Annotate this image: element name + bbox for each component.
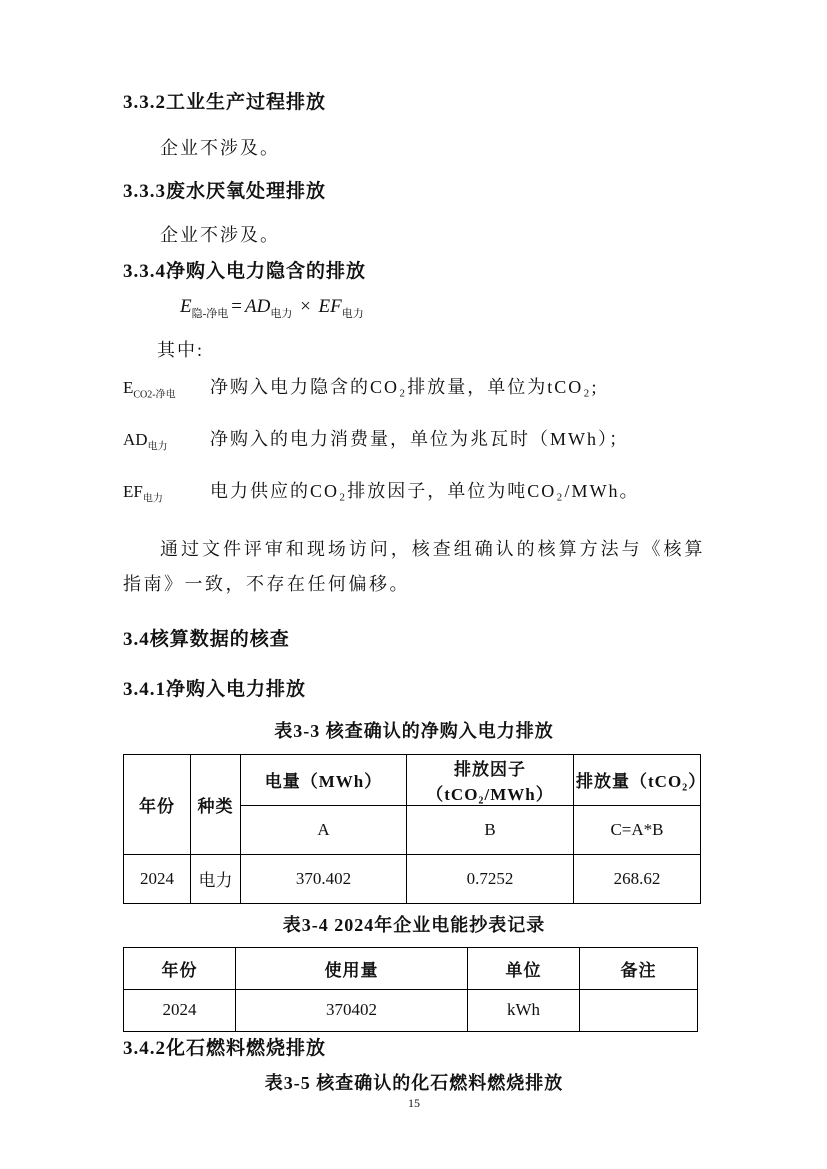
- col-header-unit: 单位: [468, 947, 580, 989]
- col-header-usage: 使用量: [236, 947, 468, 989]
- formula-sub-ad: 电力: [270, 307, 293, 320]
- formula-var-ef: EF: [318, 296, 342, 317]
- heading-3-4: 3.4核算数据的核查: [123, 628, 290, 650]
- cell-usage: 370402: [236, 989, 468, 1031]
- table-3-4-meter-reading: [123, 947, 698, 1032]
- where-label: 其中:: [157, 339, 205, 360]
- table-row: [124, 754, 701, 805]
- definition-desc-ad: 净购入的电力消费量，单位为兆瓦时（MWh）；: [210, 429, 629, 450]
- subheader-b: B: [407, 805, 574, 854]
- table-3-5-caption: 表3-5 核查确认的化石燃料燃烧排放: [264, 1072, 564, 1093]
- col-header-year: 年份: [124, 754, 191, 854]
- definition-term-ef: $EF_{电力}$: [123, 481, 163, 504]
- heading-3-3-3: 3.3.3废水厌氧处理排放: [123, 181, 327, 202]
- cell-year: 2024: [124, 854, 191, 903]
- definition-term-ad: $AD_{电力}$: [123, 430, 168, 453]
- cell-type: 电力: [191, 854, 241, 903]
- multiply-sign: ×: [300, 296, 311, 317]
- table-row: [124, 989, 698, 1031]
- cell-year: 2024: [124, 989, 236, 1031]
- formula-sub-ef: 电力: [341, 307, 364, 320]
- table-3-3-net-purchased-electricity: [123, 754, 707, 904]
- subheader-a: A: [241, 805, 407, 854]
- cell-electricity: 370.402: [241, 854, 407, 903]
- col-header-factor: 排放因子（tCO₂/MWh）: [407, 754, 574, 805]
- table-row: [124, 854, 701, 903]
- formula-sub-e: 隐-净电: [191, 307, 229, 320]
- table-3-3-caption: 表3-3 核查确认的净购入电力排放: [274, 720, 554, 741]
- heading-3-3-2: 3.3.2工业生产过程排放: [123, 92, 327, 113]
- col-header-remark: 备注: [580, 947, 698, 989]
- page-number: 15: [408, 1095, 420, 1110]
- formula-net-purchased-electricity: [180, 296, 705, 325]
- col-header-electricity: 电量（MWh）: [241, 754, 407, 805]
- col-header-emission: 排放量（tCO₂）: [574, 754, 701, 805]
- paragraph-not-involved-2: 企业不涉及。: [160, 225, 280, 245]
- heading-3-3-4: 3.3.4净购入电力隐含的排放: [123, 261, 367, 282]
- cell-emission: 268.62: [574, 854, 701, 903]
- definition-row-e: [123, 375, 705, 407]
- col-header-type: 种类: [191, 754, 241, 854]
- subheader-c: C=A*B: [574, 805, 701, 854]
- paragraph-not-involved-1: 企业不涉及。: [160, 138, 280, 158]
- cell-unit: kWh: [468, 989, 580, 1031]
- cell-remark: [580, 989, 698, 1031]
- definition-desc-e: 净购入电力隐含的CO₂排放量，单位为tCO₂;: [210, 376, 599, 397]
- cell-factor: 0.7252: [407, 854, 574, 903]
- formula-var-ad: AD: [245, 296, 271, 317]
- table-3-4-caption: 表3-4 2024年企业电能抄表记录: [282, 914, 546, 935]
- formula-var-e: E: [180, 296, 192, 317]
- definition-term-e: $E_{CO2-净电}$: [123, 377, 176, 401]
- col-header-year: 年份: [124, 947, 236, 989]
- definition-row-ad: [123, 427, 705, 459]
- table-row: [124, 947, 698, 989]
- equals-sign: =: [231, 296, 242, 317]
- definition-row-ef: [123, 479, 705, 511]
- verification-conclusion-paragraph: 通过文件评审和现场访问，核查组确认的核算方法与《核算指南》一致，不存在任何偏移。: [123, 538, 705, 594]
- definition-desc-ef: 电力供应的CO₂排放因子，单位为吨CO₂/MWh。: [210, 480, 640, 501]
- heading-3-4-1: 3.4.1净购入电力排放: [123, 678, 307, 700]
- heading-3-4-2: 3.4.2化石燃料燃烧排放: [123, 1037, 327, 1059]
